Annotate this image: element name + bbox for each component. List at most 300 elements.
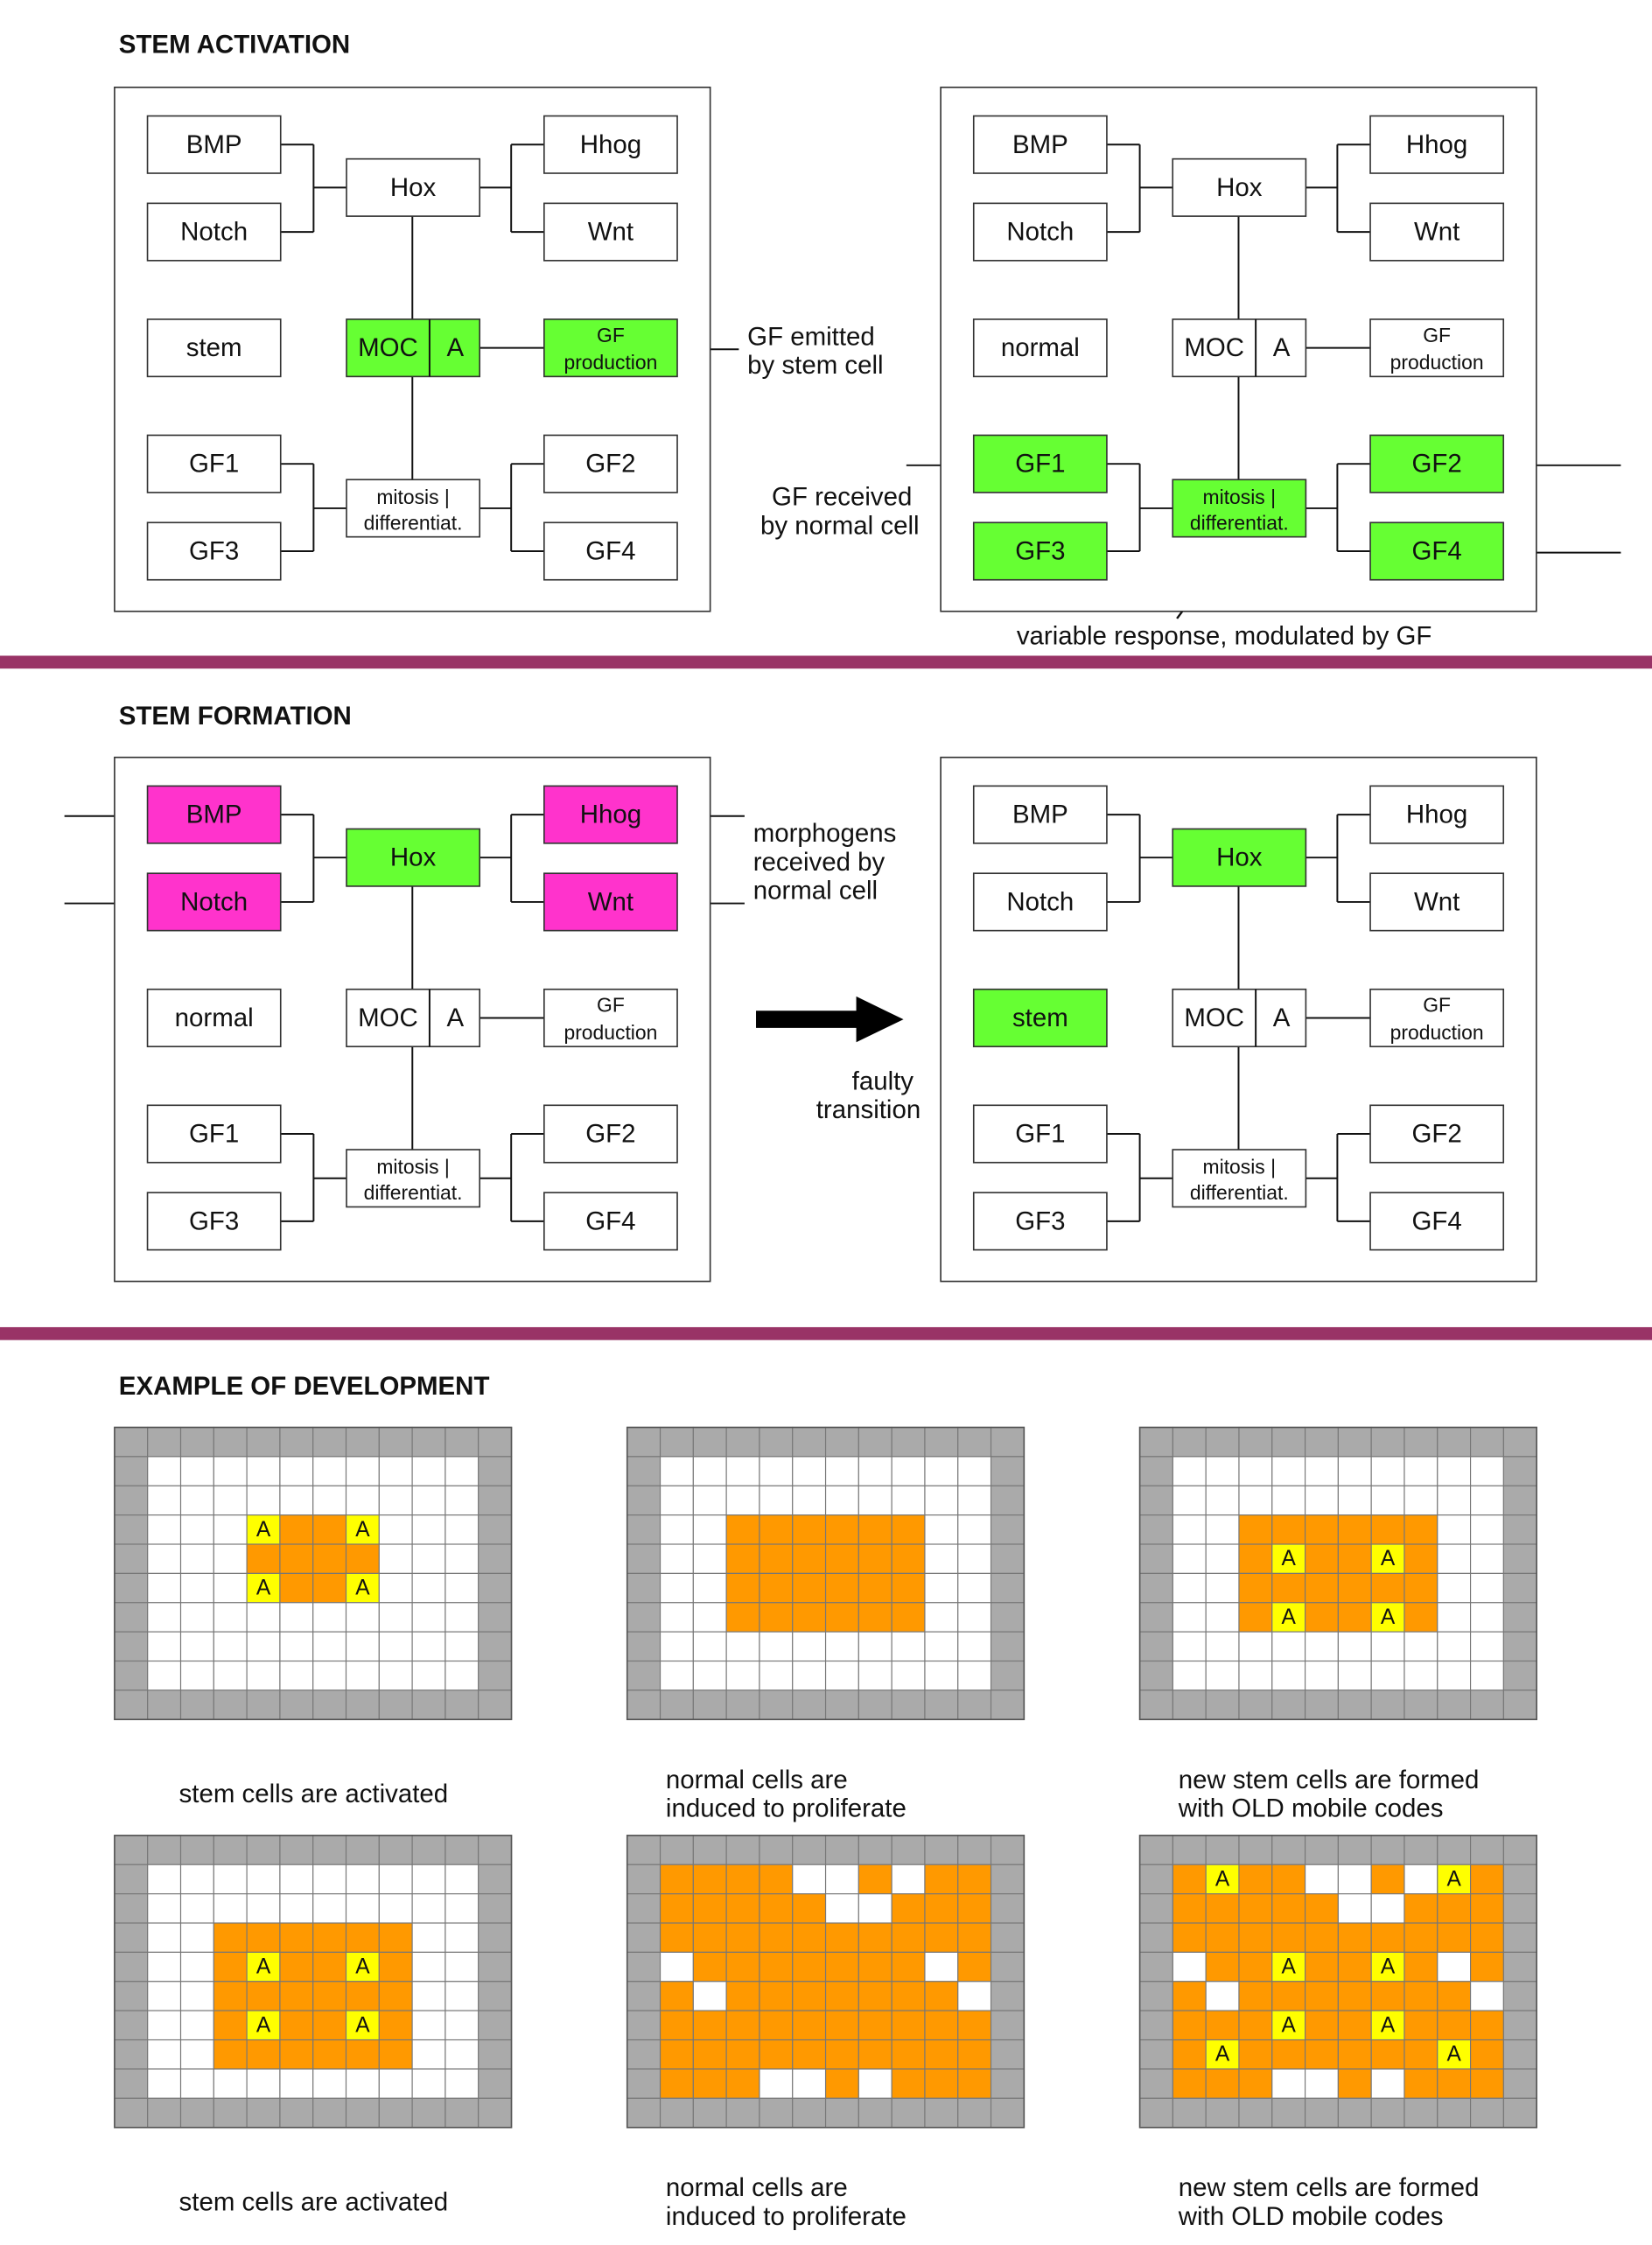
notch-label: Notch [1006, 887, 1074, 917]
hhog-label: Hhog [579, 800, 642, 829]
empty-cell [1306, 2069, 1339, 2098]
proliferating-cell [1338, 2040, 1371, 2069]
empty-cell [793, 1457, 826, 1486]
border-cell [1140, 2069, 1173, 2098]
border-cell [412, 1690, 445, 1719]
mitosis-label: mitosis | [1202, 485, 1277, 508]
border-cell [627, 1603, 661, 1632]
empty-cell [379, 1515, 412, 1544]
border-cell [892, 1427, 925, 1456]
border-cell [115, 2040, 148, 2069]
empty-cell [1172, 1573, 1206, 1602]
empty-cell [313, 1864, 346, 1893]
stem-marker-label: A [1380, 1547, 1396, 1571]
empty-cell [214, 1457, 247, 1486]
empty-cell [726, 1486, 760, 1514]
gf2-label: GF2 [585, 1119, 636, 1149]
empty-cell [181, 1603, 214, 1632]
border-cell [1503, 1515, 1536, 1544]
border-cell [115, 1603, 148, 1632]
gf-production-label: GF [1423, 323, 1452, 346]
empty-cell [148, 1923, 181, 1952]
border-cell [958, 1836, 991, 1864]
empty-cell [892, 1632, 925, 1661]
border-cell [1172, 1427, 1206, 1456]
proliferating-cell [726, 1573, 760, 1602]
empty-cell [181, 1486, 214, 1514]
empty-cell [892, 1486, 925, 1514]
border-cell [479, 1894, 512, 1923]
empty-cell [1306, 1632, 1339, 1661]
empty-cell [280, 1632, 313, 1661]
empty-cell [1471, 1632, 1504, 1661]
empty-cell [346, 1603, 380, 1632]
proliferating-cell [1338, 2069, 1371, 2098]
proliferating-cell [313, 1982, 346, 2011]
notch-label: Notch [180, 887, 248, 917]
proliferating-cell [726, 2069, 760, 2098]
empty-cell [379, 1661, 412, 1690]
proliferating-cell [892, 2040, 925, 2069]
border-cell [1140, 1603, 1173, 1632]
border-cell [1140, 1544, 1173, 1573]
empty-cell [1471, 1457, 1504, 1486]
border-cell [892, 2098, 925, 2127]
proliferating-cell [1306, 2040, 1339, 2069]
border-cell [627, 1864, 661, 1893]
a-label: A [446, 333, 465, 363]
empty-cell [1306, 1457, 1339, 1486]
empty-cell [1239, 1486, 1272, 1514]
border-cell [892, 1836, 925, 1864]
empty-cell [214, 1864, 247, 1893]
border-cell [445, 1427, 479, 1456]
proliferating-cell [1306, 1894, 1339, 1923]
border-cell [892, 1690, 925, 1719]
proliferating-cell [1206, 1894, 1239, 1923]
border-cell [1503, 1894, 1536, 1923]
border-cell [1503, 1573, 1536, 1602]
diagram-activation_right [941, 87, 1536, 612]
proliferating-cell [892, 1894, 925, 1923]
border-cell [1272, 1427, 1306, 1456]
border-cell [1438, 1427, 1471, 1456]
empty-cell [1404, 1632, 1438, 1661]
proliferating-cell [1239, 1573, 1272, 1602]
proliferating-cell [760, 1573, 793, 1602]
border-cell [1239, 1690, 1272, 1719]
empty-cell [892, 1457, 925, 1486]
border-cell [1306, 1690, 1339, 1719]
empty-cell [1371, 1661, 1404, 1690]
proliferating-cell [892, 2069, 925, 2098]
proliferating-cell [1338, 1573, 1371, 1602]
border-cell [148, 1690, 181, 1719]
border-cell [1438, 1690, 1471, 1719]
empty-cell [858, 1632, 892, 1661]
proliferating-cell [1306, 1952, 1339, 1981]
proliferating-cell [826, 2069, 859, 2098]
empty-cell [826, 1486, 859, 1514]
empty-cell [346, 1457, 380, 1486]
border-cell [379, 1427, 412, 1456]
proliferating-cell [1239, 1864, 1272, 1893]
gf4-label: GF4 [585, 1206, 636, 1236]
empty-cell [1338, 1864, 1371, 1893]
empty-cell [1239, 1632, 1272, 1661]
empty-cell [726, 1632, 760, 1661]
empty-cell [1471, 1486, 1504, 1514]
border-cell [1503, 1661, 1536, 1690]
gf2-label: GF2 [1411, 449, 1462, 479]
annotation-faulty-transition: faulty transition [816, 1067, 921, 1125]
gf2-label: GF2 [585, 449, 636, 479]
empty-cell [1306, 1486, 1339, 1514]
empty-cell [412, 1894, 445, 1923]
empty-cell [793, 2069, 826, 2098]
proliferating-cell [958, 2011, 991, 2039]
border-cell [925, 1690, 958, 1719]
border-cell [115, 1836, 148, 1864]
proliferating-cell [760, 2011, 793, 2039]
border-cell [479, 2011, 512, 2039]
proliferating-cell [313, 1515, 346, 1544]
stem-marker-label: A [256, 1517, 271, 1542]
proliferating-cell [793, 2011, 826, 2039]
empty-cell [445, 2011, 479, 2039]
proliferating-cell [958, 2069, 991, 2098]
gf4-label: GF4 [1411, 536, 1462, 566]
border-cell [1272, 1690, 1306, 1719]
proliferating-cell [1306, 1573, 1339, 1602]
proliferating-cell [1371, 1515, 1404, 1544]
empty-cell [148, 1952, 181, 1981]
empty-cell [826, 1894, 859, 1923]
border-cell [445, 1836, 479, 1864]
proliferating-cell [1404, 1603, 1438, 1632]
proliferating-cell [1306, 1603, 1339, 1632]
empty-cell [280, 2069, 313, 2098]
cell-type-label: normal [174, 1003, 254, 1032]
border-cell [115, 1864, 148, 1893]
empty-cell [313, 1457, 346, 1486]
border-cell [826, 2098, 859, 2127]
a-label: A [1272, 1003, 1291, 1032]
gf1-label: GF1 [1015, 1119, 1066, 1149]
proliferating-cell [1371, 1923, 1404, 1952]
border-cell [1371, 1690, 1404, 1719]
empty-cell [313, 1486, 346, 1514]
border-cell [1404, 1427, 1438, 1456]
border-cell [1140, 1427, 1173, 1456]
proliferating-cell [661, 1864, 694, 1893]
empty-cell [280, 1486, 313, 1514]
proliferating-cell [693, 1952, 726, 1981]
border-cell [627, 1836, 661, 1864]
empty-cell [346, 1894, 380, 1923]
border-cell [479, 1836, 512, 1864]
proliferating-cell [247, 1923, 280, 1952]
empty-cell [148, 2011, 181, 2039]
border-cell [1503, 2098, 1536, 2127]
proliferating-cell [793, 2040, 826, 2069]
border-cell [826, 1836, 859, 1864]
gf3-label: GF3 [189, 1206, 240, 1236]
proliferating-cell [1272, 1894, 1306, 1923]
border-cell [693, 1690, 726, 1719]
proliferating-cell [1272, 1864, 1306, 1893]
proliferating-cell [760, 1923, 793, 1952]
proliferating-cell [1404, 2069, 1438, 2098]
border-cell [1471, 1836, 1504, 1864]
proliferating-cell [1404, 1544, 1438, 1573]
empty-cell [1206, 1661, 1239, 1690]
proliferating-cell [726, 1894, 760, 1923]
border-cell [479, 1923, 512, 1952]
empty-cell [1172, 1632, 1206, 1661]
empty-cell [858, 1661, 892, 1690]
proliferating-cell [379, 1982, 412, 2011]
proliferating-cell [1172, 2040, 1206, 2069]
proliferating-cell [1172, 1864, 1206, 1893]
stem-marker-label: A [1281, 1955, 1296, 1979]
proliferating-cell [1172, 2011, 1206, 2039]
empty-cell [280, 1864, 313, 1893]
border-cell [1140, 1894, 1173, 1923]
border-cell [627, 2098, 661, 2127]
empty-cell [1438, 1457, 1471, 1486]
empty-cell [1471, 1515, 1504, 1544]
proliferating-cell [661, 2040, 694, 2069]
empty-cell [760, 1486, 793, 1514]
proliferating-cell [280, 1952, 313, 1981]
border-cell [247, 2098, 280, 2127]
empty-cell [693, 1632, 726, 1661]
proliferating-cell [1471, 2011, 1504, 2039]
empty-cell [445, 1457, 479, 1486]
stem-marker-label: A [1380, 1955, 1396, 1979]
moc-label: MOC [358, 333, 418, 363]
stem-marker-label: A [355, 1517, 370, 1542]
border-cell [1140, 1661, 1173, 1690]
grid-caption: new stem cells are formed with OLD mobile codes [1178, 2173, 1480, 2231]
border-cell [280, 1427, 313, 1456]
border-cell [445, 1690, 479, 1719]
empty-cell [379, 1457, 412, 1486]
empty-cell [412, 2069, 445, 2098]
proliferating-cell [793, 1603, 826, 1632]
section-divider [0, 1327, 1652, 1340]
proliferating-cell [793, 1982, 826, 2011]
hox-label: Hox [389, 172, 437, 202]
empty-cell [346, 1864, 380, 1893]
empty-cell [214, 1661, 247, 1690]
proliferating-cell [793, 1923, 826, 1952]
empty-cell [958, 1632, 991, 1661]
empty-cell [760, 1661, 793, 1690]
empty-cell [826, 1661, 859, 1690]
proliferating-cell [726, 1603, 760, 1632]
empty-cell [412, 1982, 445, 2011]
proliferating-cell [760, 1544, 793, 1573]
empty-cell [1371, 1894, 1404, 1923]
proliferating-cell [280, 2011, 313, 2039]
empty-cell [445, 1894, 479, 1923]
hox-label: Hox [1216, 843, 1263, 872]
empty-cell [445, 2040, 479, 2069]
border-cell [115, 1544, 148, 1573]
border-cell [479, 1573, 512, 1602]
proliferating-cell [280, 1515, 313, 1544]
empty-cell [214, 1632, 247, 1661]
proliferating-cell [1306, 1982, 1339, 2011]
section-title-development: EXAMPLE OF DEVELOPMENT [118, 1371, 490, 1401]
border-cell [991, 1457, 1025, 1486]
proliferating-cell [1306, 2011, 1339, 2039]
empty-cell [181, 1632, 214, 1661]
empty-cell [693, 1486, 726, 1514]
empty-cell [346, 1661, 380, 1690]
empty-cell [1239, 1661, 1272, 1690]
border-cell [1503, 1836, 1536, 1864]
proliferating-cell [1438, 1923, 1471, 1952]
gf4-label: GF4 [1411, 1206, 1462, 1236]
bmp-label: BMP [1012, 800, 1068, 829]
empty-cell [826, 1632, 859, 1661]
proliferating-cell [661, 1923, 694, 1952]
border-cell [991, 2098, 1025, 2127]
empty-cell [214, 1573, 247, 1602]
proliferating-cell [1404, 1515, 1438, 1544]
border-cell [793, 1427, 826, 1456]
proliferating-cell [858, 2011, 892, 2039]
gf2-label: GF2 [1411, 1119, 1462, 1149]
border-cell [991, 1632, 1025, 1661]
proliferating-cell [826, 1952, 859, 1981]
proliferating-cell [1338, 1923, 1371, 1952]
border-cell [313, 1427, 346, 1456]
empty-cell [412, 1864, 445, 1893]
border-cell [1206, 1427, 1239, 1456]
border-cell [726, 1690, 760, 1719]
border-cell [412, 1427, 445, 1456]
border-cell [115, 1486, 148, 1514]
border-cell [1371, 1836, 1404, 1864]
empty-cell [445, 1952, 479, 1981]
border-cell [1503, 1923, 1536, 1952]
border-cell [115, 2098, 148, 2127]
empty-cell [1404, 1486, 1438, 1514]
border-cell [313, 1690, 346, 1719]
a-label: A [1272, 333, 1291, 363]
empty-cell [148, 1603, 181, 1632]
proliferating-cell [925, 1923, 958, 1952]
border-cell [1140, 1836, 1173, 1864]
empty-cell [858, 2069, 892, 2098]
empty-cell [661, 1952, 694, 1981]
border-cell [1140, 2098, 1173, 2127]
border-cell [1404, 1836, 1438, 1864]
empty-cell [214, 1515, 247, 1544]
empty-cell [379, 1864, 412, 1893]
border-cell [479, 2098, 512, 2127]
proliferating-cell [1404, 1982, 1438, 2011]
proliferating-cell [280, 1923, 313, 1952]
empty-cell [1438, 1486, 1471, 1514]
border-cell [1140, 2011, 1173, 2039]
development-grid-4 [115, 1836, 512, 2128]
border-cell [115, 1457, 148, 1486]
empty-cell [793, 1661, 826, 1690]
border-cell [726, 1836, 760, 1864]
proliferating-cell [1206, 2069, 1239, 2098]
proliferating-cell [379, 1952, 412, 1981]
empty-cell [1172, 1661, 1206, 1690]
gf1-label: GF1 [189, 1119, 240, 1149]
empty-cell [313, 2069, 346, 2098]
empty-cell [412, 2040, 445, 2069]
empty-cell [445, 1573, 479, 1602]
proliferating-cell [826, 1982, 859, 2011]
empty-cell [661, 1603, 694, 1632]
border-cell [627, 1457, 661, 1486]
border-cell [479, 1457, 512, 1486]
empty-cell [247, 1603, 280, 1632]
border-cell [1338, 2098, 1371, 2127]
proliferating-cell [760, 2040, 793, 2069]
moc-label: MOC [1184, 333, 1245, 363]
border-cell [214, 2098, 247, 2127]
border-cell [627, 1544, 661, 1573]
empty-cell [1404, 1457, 1438, 1486]
empty-cell [1206, 1573, 1239, 1602]
border-cell [479, 1603, 512, 1632]
empty-cell [925, 1486, 958, 1514]
proliferating-cell [1239, 1923, 1272, 1952]
border-cell [1140, 1952, 1173, 1981]
gf-production-label: production [564, 351, 658, 374]
empty-cell [1438, 1544, 1471, 1573]
empty-cell [412, 1603, 445, 1632]
border-cell [1140, 1457, 1173, 1486]
empty-cell [925, 1573, 958, 1602]
border-cell [280, 2098, 313, 2127]
empty-cell [958, 1603, 991, 1632]
proliferating-cell [892, 1573, 925, 1602]
empty-cell [148, 1544, 181, 1573]
proliferating-cell [726, 1515, 760, 1544]
proliferating-cell [1306, 1544, 1339, 1573]
empty-cell [661, 1661, 694, 1690]
border-cell [1206, 1690, 1239, 1719]
empty-cell [958, 1544, 991, 1573]
empty-cell [1172, 1603, 1206, 1632]
border-cell [1503, 1544, 1536, 1573]
empty-cell [445, 1486, 479, 1514]
cell-type-label: normal [1000, 333, 1080, 363]
proliferating-cell [1239, 1982, 1272, 2011]
border-cell [280, 1836, 313, 1864]
empty-cell [1371, 1457, 1404, 1486]
border-cell [1503, 1632, 1536, 1661]
proliferating-cell [1239, 2011, 1272, 2039]
proliferating-cell [1371, 1982, 1404, 2011]
proliferating-cell [1471, 1923, 1504, 1952]
proliferating-cell [313, 1952, 346, 1981]
border-cell [313, 2098, 346, 2127]
proliferating-cell [693, 1894, 726, 1923]
proliferating-cell [1338, 1982, 1371, 2011]
